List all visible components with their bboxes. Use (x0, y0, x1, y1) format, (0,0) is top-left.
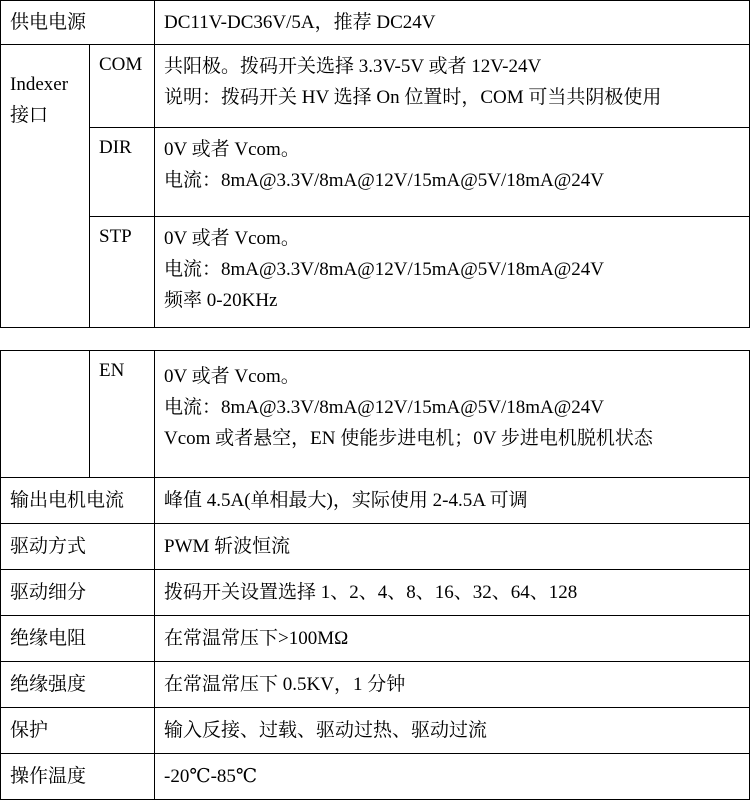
spec-row-insulation-strength (1, 662, 750, 708)
spec-label: 输出电机电流 (1, 478, 155, 524)
spec-row-operating-temp (1, 754, 750, 800)
com-row (1, 45, 750, 128)
dir-desc-line2: 电流：8mA@3.3V/8mA@12V/15mA@5V/18mA@24V (164, 170, 604, 191)
spec-value: 峰值 4.5A(单相最大)，实际使用 2-4.5A 可调 (155, 478, 750, 524)
stp-desc-line1: 0V 或者 Vcom。 (164, 228, 300, 249)
spec-value: 拨码开关设置选择 1、2、4、8、16、32、64、128 (155, 570, 750, 616)
com-desc (155, 45, 750, 128)
dir-desc-line1: 0V 或者 Vcom。 (164, 139, 300, 160)
indexer-label-line2: 接口 (10, 105, 49, 126)
en-desc-line2: 电流：8mA@3.3V/8mA@12V/15mA@5V/18mA@24V (164, 397, 604, 418)
spec-label: 驱动细分 (1, 570, 155, 616)
spec-value: -20℃-85℃ (155, 754, 750, 800)
spec-table-part1 (0, 0, 750, 328)
stp-desc (155, 217, 750, 328)
stp-row (1, 217, 750, 328)
indexer-label (1, 45, 90, 328)
dir-row (1, 128, 750, 217)
en-desc-line3: Vcom 或者悬空，EN 使能步进电机；0V 步进电机脱机状态 (164, 428, 653, 449)
indexer-label-line1: Indexer (10, 74, 69, 95)
spec-row-insulation-resistance (1, 616, 750, 662)
spec-row-microstep (1, 570, 750, 616)
dir-desc (155, 128, 750, 217)
stp-label: STP (90, 217, 155, 328)
stp-desc-line2: 电流：8mA@3.3V/8mA@12V/15mA@5V/18mA@24V (164, 259, 604, 280)
en-desc (155, 351, 750, 478)
spec-label: 绝缘电阻 (1, 616, 155, 662)
power-label: 供电电源 (1, 1, 155, 45)
com-desc-line2: 说明：拨码开关 HV 选择 On 位置时，COM 可当共阴极使用 (164, 87, 662, 108)
dir-label: DIR (90, 128, 155, 217)
power-value: DC11V-DC36V/5A，推荐 DC24V (155, 1, 750, 45)
spec-row-drive-mode (1, 524, 750, 570)
spec-label: 保护 (1, 708, 155, 754)
spec-label: 操作温度 (1, 754, 155, 800)
en-desc-line1: 0V 或者 Vcom。 (164, 366, 300, 387)
spec-value: PWM 斩波恒流 (155, 524, 750, 570)
power-row (1, 1, 750, 45)
com-desc-line1: 共阳极。拨码开关选择 3.3V-5V 或者 12V-24V (164, 56, 542, 77)
spec-label: 绝缘强度 (1, 662, 155, 708)
com-label: COM (90, 45, 155, 128)
en-category-cell (1, 351, 90, 478)
spec-value: 输入反接、过载、驱动过热、驱动过流 (155, 708, 750, 754)
stp-desc-line3: 频率 0-20KHz (164, 290, 278, 311)
spec-row-motor-current (1, 478, 750, 524)
en-row (1, 351, 750, 478)
spec-value: 在常温常压下>100MΩ (155, 616, 750, 662)
spec-value: 在常温常压下 0.5KV，1 分钟 (155, 662, 750, 708)
en-label: EN (90, 351, 155, 478)
spec-label: 驱动方式 (1, 524, 155, 570)
spec-row-protection (1, 708, 750, 754)
spec-table-part2 (0, 350, 750, 800)
